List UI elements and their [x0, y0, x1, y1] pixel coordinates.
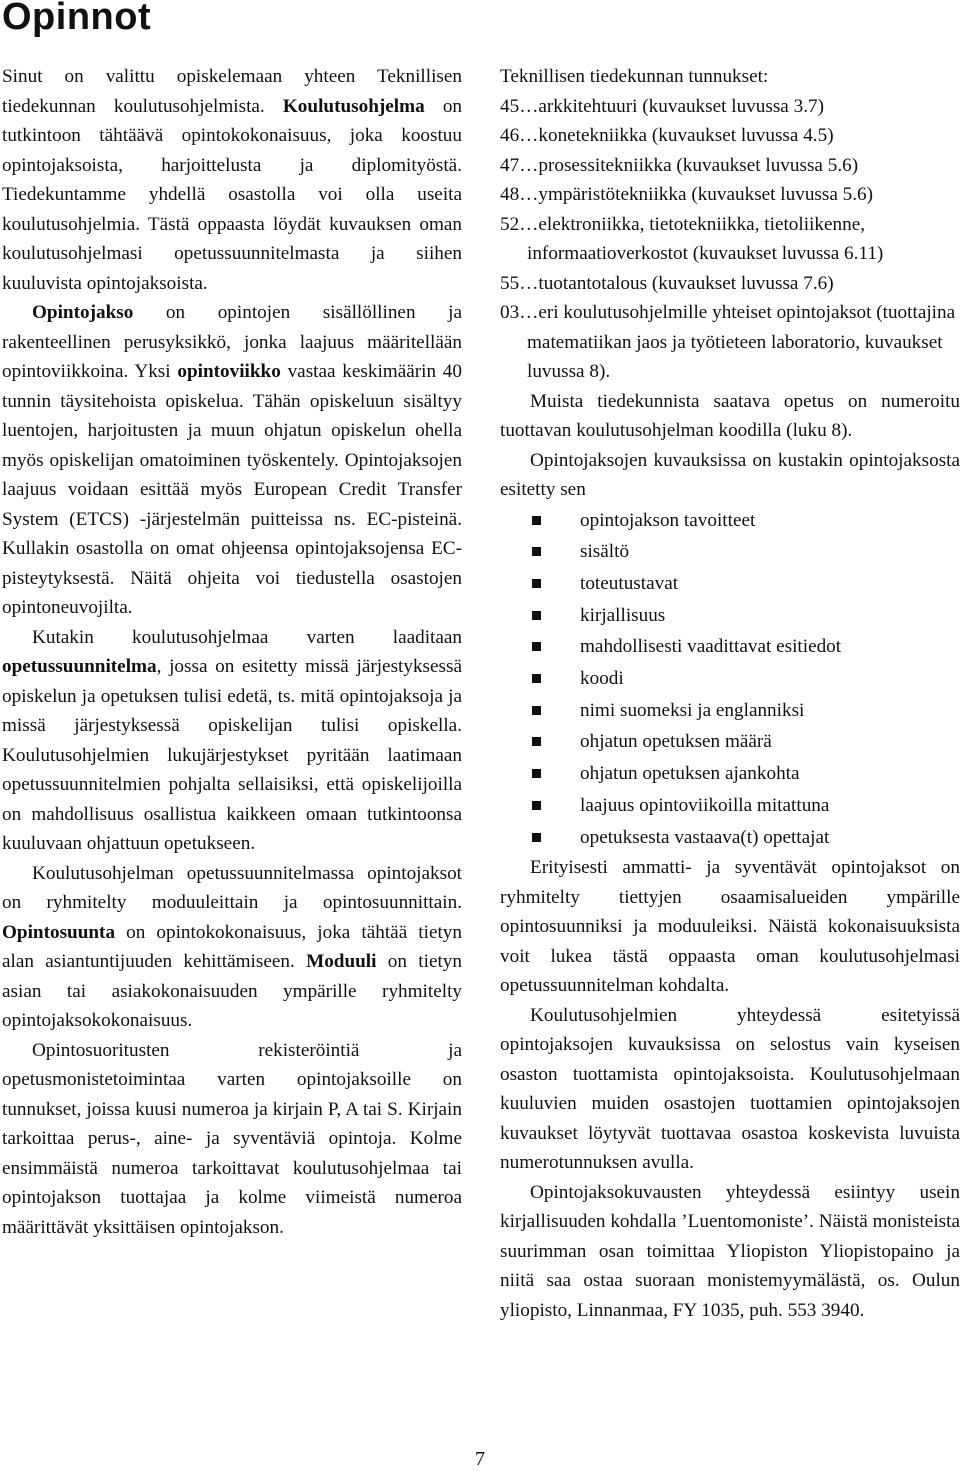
term-opintosuunta: Opintosuunta [2, 921, 116, 943]
text: , jossa on esitetty missä järjestyksessä opiskelun ja opetuksen tulisi edetä, ts. mitä opintojaksoja ja missä järjestyksessä opiskelijan tulisi opiskella. Koulutusohjelmien lukujärjestykset pyritään laatimaan opetussuunnitelmien pohjalta sellaisiksi, että opiskelijoilla on mahdollisuus osallistua kaikkeen omaan tutkintoonsa kuuluvaan ohjattuun opetukseen. [2, 656, 462, 854]
list-item-label: toteutustavat [580, 572, 679, 594]
list-item [500, 631, 960, 663]
code-item: 45…arkkitehtuuri (kuvaukset luvussa 3.7) [500, 95, 824, 117]
code-item: 46…konetekniikka (kuvaukset luvussa 4.5) [500, 125, 834, 146]
list-item [500, 695, 960, 727]
list-item [500, 726, 960, 758]
left-column [2, 62, 462, 1242]
square-bullet-icon [532, 516, 541, 525]
paragraph-luentomonisteet: Opintojaksokuvausten yhteydessä esiintyy usein kirjallisuuden kohdalla ’Luentomoniste’. Näistä monisteista suurimman osan toimittaa Yliopiston Yliopistopaino ja niitä saa ostaa suoraan monistemyymälästä, os. Oulun yliopisto, Linnanmaa, FY 1035, puh. 553 3940. [500, 1181, 960, 1321]
square-bullet-icon [532, 706, 541, 715]
code-item: 03…eri koulutusohjelmille yhteiset opintojaksot (tuottajina matematiikan jaos ja työtieteen laboratorio, kuvaukset luvussa 8). [500, 302, 956, 382]
text: on opintojen sisällöllinen ja rakenteellinen perusyksikkö, jonka laajuus määritellään opintoviikkoina. Yksi [2, 302, 462, 382]
paragraph-koulutusohjelma [2, 62, 462, 298]
paragraph-erityisesti: Erityisesti ammatti- ja syventävät opintojaksot on ryhmitelty tiettyjen osaamisalueiden ympärille opintosuunniksi ja moduuleiksi. Näistä kokonaisuuksista voit lukea tästä oppaasta oman koulutusohjelmasi opetussuunnitelman kohdalta. [500, 857, 960, 997]
list-item-label: mahdollisesti vaadittavat esitiedot [580, 636, 842, 658]
list-item-label: kirjallisuus [580, 604, 666, 626]
square-bullet-icon [532, 642, 541, 651]
paragraph-other-faculties: Muista tiedekunnista saatava opetus on numeroitu tuottavan koulutusohjelman koodilla (luku 8). [500, 390, 960, 441]
list-item-label: ohjatun opetuksen määrä [580, 731, 772, 753]
list-item [500, 536, 960, 568]
term-koulutusohjelma: Koulutusohjelma [282, 95, 425, 117]
paragraph-rekisterointi: Opintosuoritusten rekisteröintiä ja opetusmonistetoimintaa varten opintojaksoille on tunnukset, joissa kuusi numeroa ja kirjain P, A tai S. Kirjain tarkoittaa perus-, aine- ja syventäviä opintoja. Kolme ensimmäistä numeroa tarkoittavat koulutusohjelmaa tai opintojakson tuottajaa ja kolme viimeistä numeroa määrittävät yksittäisen opintojakson. [2, 1039, 462, 1238]
code-item: 47…prosessitekniikka (kuvaukset luvussa 5.6) [500, 154, 859, 176]
code-item: 52…elektroniikka, tietotekniikka, tietoliikenne, informaatioverkostot (kuvaukset luvussa 6.11) [500, 213, 884, 264]
term-opintojakso: Opintojakso [32, 302, 134, 323]
text: on opintokokonaisuus, joka tähtää tietyn alan asiantuntijuuden kehittämiseen. [2, 921, 462, 972]
text: Kutakin koulutusohjelmaa varten laaditaan [32, 626, 462, 648]
list-item-label: nimi suomeksi ja englanniksi [580, 699, 805, 721]
list-item-label: koodi [580, 668, 624, 690]
square-bullet-icon [532, 769, 541, 778]
page-heading: Opinnot [2, 0, 152, 38]
list-item [500, 600, 960, 632]
codes-list [500, 92, 960, 387]
code-item: 55…tuotantotalous (kuvaukset luvussa 7.6) [500, 272, 834, 294]
square-bullet-icon [532, 547, 541, 556]
list-item-label: sisältö [580, 541, 630, 563]
square-bullet-icon [532, 674, 541, 683]
paragraph-list-intro: Opintojaksojen kuvauksissa on kustakin opintojaksosta esitetty sen [500, 449, 960, 500]
list-item [500, 505, 960, 537]
square-bullet-icon [532, 611, 541, 620]
square-bullet-icon [532, 833, 541, 842]
list-item-label: opetuksesta vastaava(t) opettajat [580, 826, 830, 848]
text: on tutkintoon tähtäävä opintokokonaisuus, joka koostuu opintojaksoista, harjoittelusta ja diplomityöstä. Tiedekuntamme yhdellä osastolla voi olla useita koulutusohjelmia. Tästä oppaasta löydät kuvauksen oman koulutusohjelmasi opetussuunnitelmasta ja siihen kuuluvista opintojaksoista. [2, 95, 463, 294]
list-item [500, 568, 960, 600]
paragraph-kuvaukset: Koulutusohjelmien yhteydessä esitetyissä opintojaksojen kuvauksissa on selostus vain kyseisen osaston tuottamista opintojaksoista. Koulutusohjelmaan kuuluvien muiden osastojen tuottamien opintojaksojen kuvaukset löytyvät tuottavaa osastoa koskevista luvuista numerotunnuksen avulla. [500, 1004, 960, 1174]
codes-intro: Teknillisen tiedekunnan tunnukset: [500, 66, 769, 87]
term-opintoviikko: opintoviikko [177, 361, 281, 382]
page-number: 7 [475, 1448, 485, 1470]
square-bullet-icon [532, 737, 541, 746]
list-item-label: ohjatun opetuksen ajankohta [580, 763, 800, 785]
list-item-label: opintojakson tavoitteet [580, 509, 756, 531]
text: Koulutusohjelman opetussuunnitelmassa opintojaksot on ryhmitelty moduuleittain ja opintosuunnittain. [2, 862, 462, 913]
list-item [500, 663, 960, 695]
list-item [500, 822, 960, 854]
right-column [500, 62, 960, 1325]
text: vastaa keskimäärin 40 tunnin täysitehoista opiskelua. Tähän opiskeluun sisältyy luentojen, harjoitusten ja muun ohjatun opiskelun ohella myös opiskelijan omatoiminen työskentely. Opintojaksojen laajuus voidaan esittää myös European Credit Transfer System (ETCS) -järjestelmän puitteissa ns. EC-pisteinä. Kullakin osastolla on omat ohjeensa opintojaksojensa EC-pisteytyksestä. Näitä ohjeita voi tiedustella osastojen opintoneuvojilta. [2, 361, 462, 618]
paragraph-opintojakso [2, 298, 462, 623]
text: on tietyn asian tai asiakokonaisuuden ympärille ryhmitelty opintojaksokokonaisuus. [2, 951, 462, 1031]
list-item [500, 790, 960, 822]
list-item [500, 758, 960, 790]
square-bullet-icon [532, 801, 541, 810]
paragraph-opetussuunnitelma [2, 623, 462, 859]
code-item: 48…ympäristötekniikka (kuvaukset luvussa 5.6) [500, 184, 874, 205]
term-opetussuunnitelma: opetussuunnitelma [2, 656, 157, 677]
text: Sinut on valittu opiskelemaan yhteen Teknillisen tiedekunnan koulutusohjelmista. [2, 66, 462, 117]
list-item-label: laajuus opintoviikoilla mitattuna [580, 794, 830, 816]
paragraph-opintosuunta [2, 859, 462, 1036]
square-bullet-icon [532, 579, 541, 588]
description-contents-list [500, 505, 960, 854]
term-moduuli: Moduuli [306, 951, 377, 972]
